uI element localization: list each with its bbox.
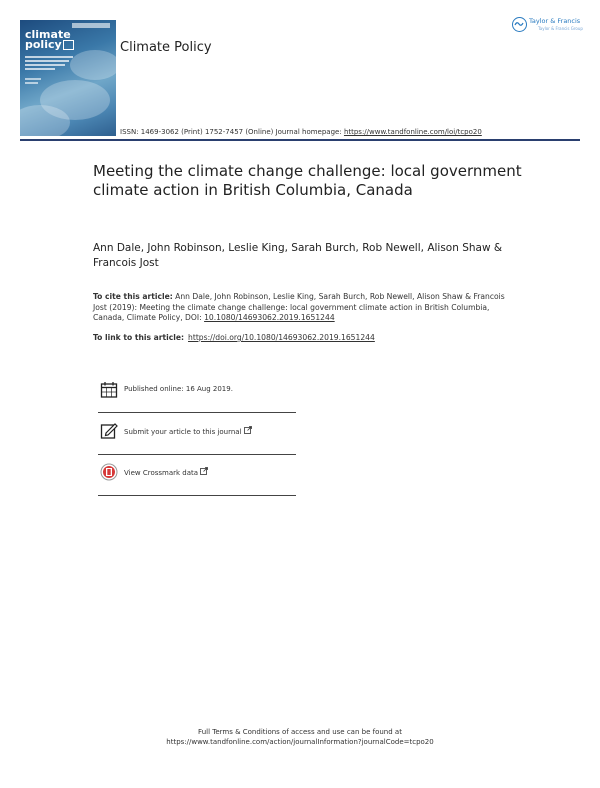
divider [98, 495, 296, 496]
edit-icon [100, 422, 118, 440]
journal-homepage-link[interactable]: https://www.tandfonline.com/loi/tcpo20 [343, 128, 482, 136]
citation-block [93, 292, 513, 324]
journal-cover-image [20, 20, 116, 136]
terms-footer [0, 727, 600, 747]
calendar-icon [100, 381, 118, 399]
article-authors: Ann Dale, John Robinson, Leslie King, Sarah Burch, Rob Newell, Alison Shaw & Francois Jost [93, 242, 503, 269]
crossmark-icon [100, 463, 118, 481]
citation-label: To cite this article: [93, 292, 173, 301]
crossmark-link[interactable] [124, 467, 208, 477]
header-divider [20, 139, 580, 141]
published-online-text: Published online: 16 Aug 2019. [124, 385, 233, 393]
external-link-icon [244, 428, 252, 436]
divider [98, 454, 296, 455]
publisher-logo-subtext: Taylor & Francis Group [538, 26, 583, 31]
journal-title[interactable]: Climate Policy [120, 40, 212, 55]
submit-article-link[interactable] [124, 426, 252, 436]
article-title: Meeting the climate change challenge: local government climate action in British Columbia, Canada [93, 162, 522, 199]
terms-link[interactable]: https://www.tandfonline.com/action/journalInformation?journalCode=tcpo20 [166, 738, 434, 746]
published-online-row [98, 381, 296, 401]
article-link-block [93, 333, 513, 342]
crossmark-label: View Crossmark data [124, 469, 199, 477]
cover-cloud [70, 50, 116, 80]
cover-title: climate policy [25, 28, 71, 51]
issn-text: ISSN: 1469-3062 (Print) 1752-7457 (Online) Journal homepage: [120, 128, 344, 136]
article-doi-link[interactable]: https://doi.org/10.1080/14693062.2019.1651244 [188, 333, 375, 342]
link-label: To link to this article: [93, 333, 185, 342]
publisher-logo-icon [512, 17, 527, 32]
publisher-logo[interactable] [512, 16, 584, 36]
cover-issue-label [72, 23, 110, 28]
cover-logo-box [63, 40, 74, 50]
divider [98, 412, 296, 413]
issn-line [120, 128, 482, 136]
cover-editor-line [25, 82, 38, 84]
citation-text: Ann Dale, John Robinson, Leslie King, Sarah Burch, Rob Newell, Alison Shaw & Francois Jost (2019): Meeting the climate change challenge: local government climate action in British Columbia, Canada, Climate Policy, DOI: [93, 292, 505, 322]
terms-text: Full Terms & Conditions of access and use can be found at [198, 728, 402, 736]
crossmark-row[interactable] [98, 463, 296, 483]
publisher-logo-text: Taylor & Francis [529, 17, 581, 25]
submit-article-row[interactable] [98, 422, 296, 442]
cover-subtitle-lines [25, 56, 75, 72]
submit-article-label: Submit your article to this journal [124, 428, 242, 436]
external-link-icon [200, 469, 208, 477]
cover-editor-line [25, 78, 41, 80]
citation-doi-link[interactable]: 10.1080/14693062.2019.1651244 [204, 313, 335, 322]
